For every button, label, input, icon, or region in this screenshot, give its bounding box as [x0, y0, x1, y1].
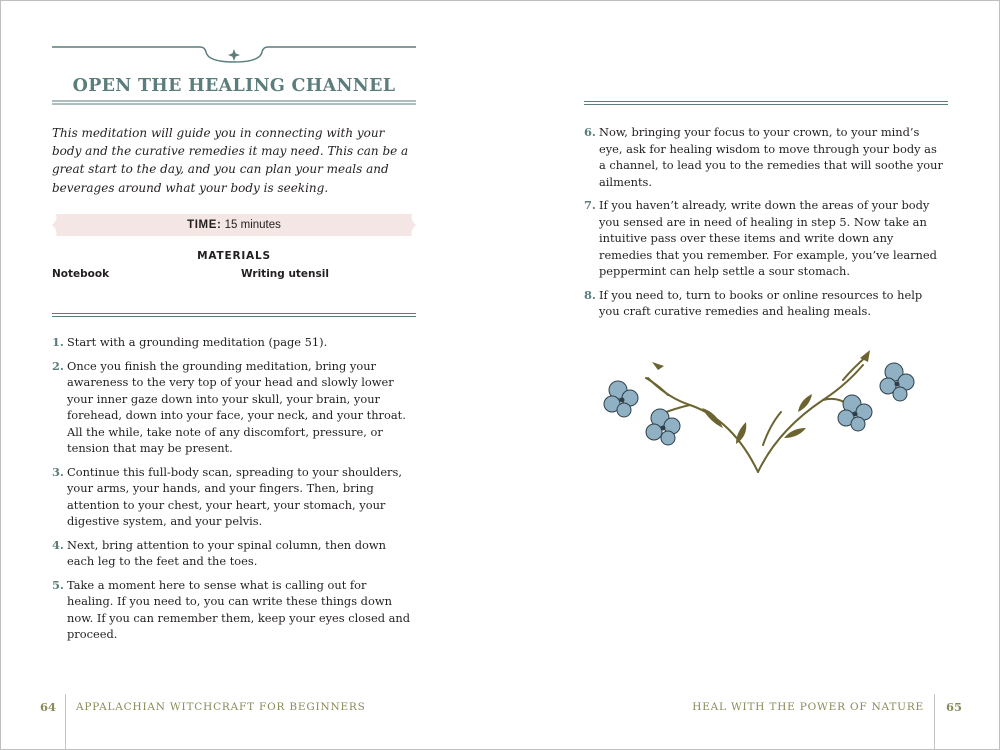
intro-paragraph: This meditation will guide you in connecting with your body and the curative remedies it may need. This can be a great start to the day, and you can plan your meals and beverages around what your body is seeking. [52, 126, 409, 195]
step-number: 7. [584, 198, 596, 212]
step-text: Now, bringing your focus to your crown, to your mind’s eye, ask for healing wisdom to move through your body as a channel, to lead you to the remedies that will soothe your ailments. [599, 125, 943, 189]
top-divider-right [584, 101, 948, 105]
step-number: 8. [584, 287, 596, 302]
step-text: Continue this full-body scan, spreading to your shoulders, your arms, your hands, and your fingers. Then, bring attention to your chest, your heart, your stomach, your digestive system, and your pelvis. [67, 464, 402, 528]
step-number: 1. [52, 335, 64, 349]
step-text: If you haven’t already, write down the areas of your body you sensed are in need of healing in step 5. Now take an intuitive pass over these items and write down any remedies that you remember. For example, you’ve learned peppermint can help settle a sour stomach. [599, 198, 937, 278]
time-label: TIME: [187, 219, 222, 231]
list-item [52, 334, 414, 351]
list-item [52, 464, 414, 530]
material-item: Writing utensil [241, 268, 329, 280]
flower-illustration [598, 340, 920, 480]
step-text: Start with a grounding meditation (page 51). [67, 335, 328, 349]
step-number: 4. [52, 537, 64, 552]
step-number: 2. [52, 358, 64, 373]
page-number-left: 64 [40, 700, 57, 714]
step-number: 3. [52, 464, 64, 479]
step-number: 5. [52, 577, 64, 592]
section-divider [52, 313, 416, 317]
footer-rule-right [934, 694, 935, 750]
running-head-left: APPALACHIAN WITCHCRAFT FOR BEGINNERS [76, 701, 366, 713]
step-text: Take a moment here to sense what is calling out for healing. If you need to, you can write these things down now. If you can remember them, keep your eyes closed and proceed. [67, 577, 411, 641]
star-ornament-icon [228, 49, 240, 61]
page-number-right: 65 [946, 700, 963, 714]
step-text: If you need to, turn to books or online resources to help you craft curative remedies and healing meals. [599, 287, 923, 318]
time-info [52, 219, 416, 231]
step-text: Next, bring attention to your spinal column, then down each leg to the feet and the toes. [67, 537, 386, 568]
list-item [52, 537, 414, 570]
running-head-right: HEAL WITH THE POWER OF NATURE [692, 701, 924, 713]
page-title: OPEN THE HEALING CHANNEL [72, 76, 396, 96]
step-text: Once you finish the grounding meditation, bring your awareness to the very top of your head and slowly lower your inner gaze down into your skull, your brain, your forehead, down into your face, your neck, and your throat. All the while, take note of any discomfort, pressure, or tension that may be present. [67, 358, 406, 455]
list-item [584, 287, 946, 320]
list-item [52, 358, 414, 457]
step-number: 6. [584, 125, 596, 139]
material-item: Notebook [52, 268, 110, 280]
steps-list-left [52, 334, 414, 650]
list-item [52, 577, 414, 643]
materials-heading: MATERIALS [197, 250, 271, 262]
footer-rule-left [65, 694, 66, 750]
list-item [584, 197, 946, 280]
time-value: 15 minutes [224, 219, 281, 231]
header-ornament [50, 40, 418, 108]
list-item [584, 124, 946, 190]
steps-list-right [584, 124, 946, 327]
